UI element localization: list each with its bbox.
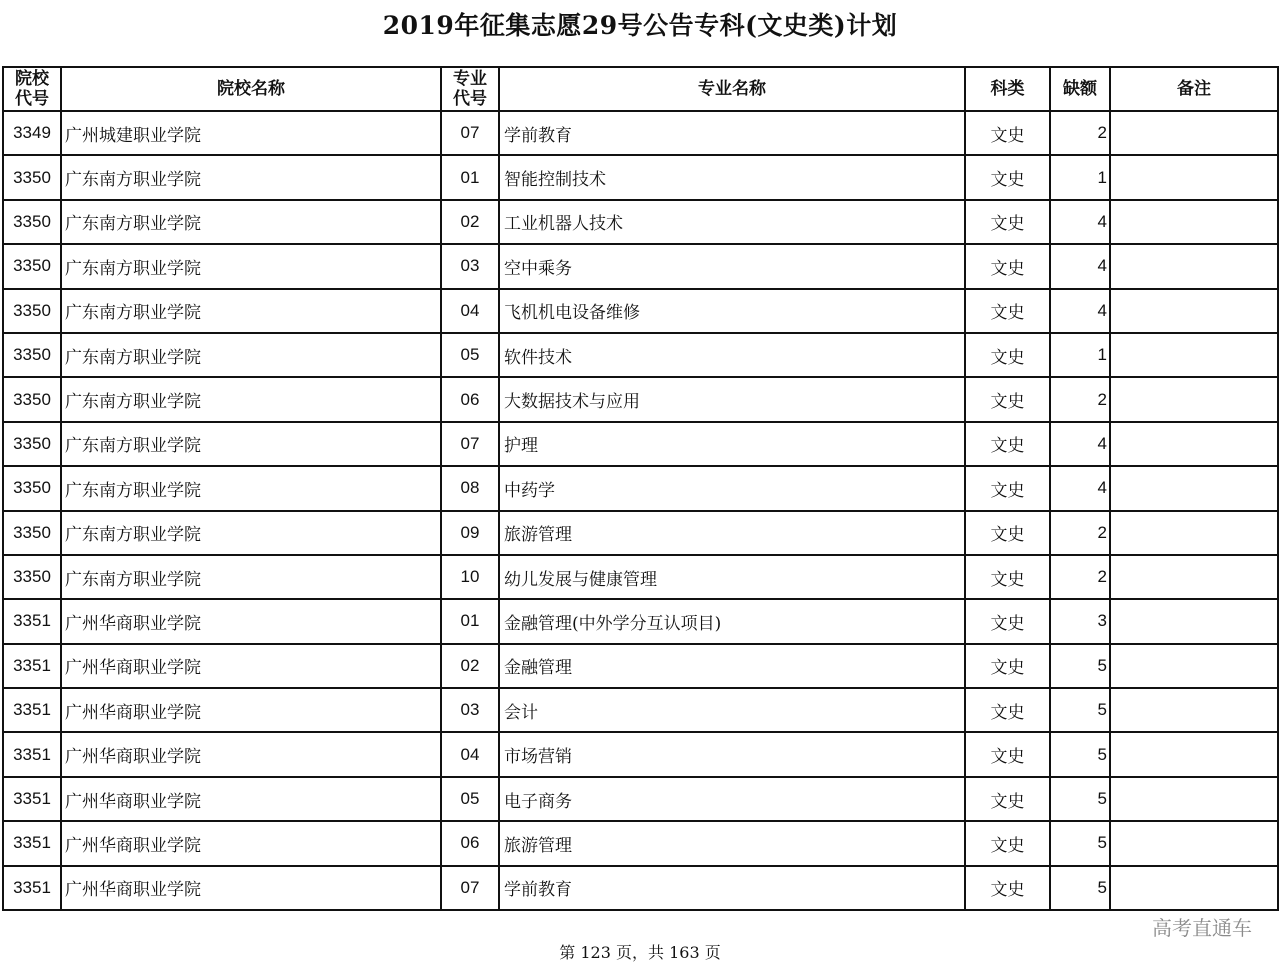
cell-note (1110, 599, 1278, 643)
cell-quota: 2 (1050, 555, 1110, 599)
cell-major-code: 02 (441, 200, 499, 244)
cell-category: 文史 (965, 111, 1050, 155)
cell-category: 文史 (965, 777, 1050, 821)
table-row (3, 111, 1278, 155)
cell-quota: 5 (1050, 777, 1110, 821)
cell-major-name: 大数据技术与应用 (499, 377, 965, 421)
cell-major-code: 06 (441, 377, 499, 421)
cell-quota: 5 (1050, 644, 1110, 688)
cell-school-code: 3350 (3, 244, 61, 288)
cell-major-code: 07 (441, 422, 499, 466)
cell-school-code: 3350 (3, 289, 61, 333)
table-body (3, 111, 1278, 910)
header-row (3, 67, 1278, 111)
cell-school-name: 广州华商职业学院 (61, 688, 441, 732)
cell-category: 文史 (965, 644, 1050, 688)
cell-major-code: 02 (441, 644, 499, 688)
header-major-code-label: 专业代号 (453, 69, 487, 109)
table-row (3, 821, 1278, 865)
cell-category: 文史 (965, 244, 1050, 288)
cell-school-name: 广东南方职业学院 (61, 333, 441, 377)
cell-category: 文史 (965, 377, 1050, 421)
table-row (3, 466, 1278, 510)
cell-major-code: 04 (441, 289, 499, 333)
cell-school-name: 广州华商职业学院 (61, 732, 441, 776)
cell-note (1110, 732, 1278, 776)
cell-note (1110, 777, 1278, 821)
cell-school-code: 3349 (3, 111, 61, 155)
cell-school-code: 3351 (3, 866, 61, 910)
cell-major-name: 空中乘务 (499, 244, 965, 288)
cell-school-name: 广州城建职业学院 (61, 111, 441, 155)
table-row (3, 732, 1278, 776)
cell-major-name: 智能控制技术 (499, 155, 965, 199)
cell-major-name: 工业机器人技术 (499, 200, 965, 244)
watermark-text: 高考直通车 (1152, 916, 1252, 940)
cell-note (1110, 555, 1278, 599)
cell-school-name: 广州华商职业学院 (61, 777, 441, 821)
table-row (3, 599, 1278, 643)
table-row (3, 200, 1278, 244)
cell-category: 文史 (965, 821, 1050, 865)
cell-quota: 5 (1050, 688, 1110, 732)
cell-category: 文史 (965, 289, 1050, 333)
cell-school-code: 3351 (3, 732, 61, 776)
cell-category: 文史 (965, 200, 1050, 244)
cell-major-name: 电子商务 (499, 777, 965, 821)
cell-school-name: 广州华商职业学院 (61, 599, 441, 643)
cell-major-code: 10 (441, 555, 499, 599)
cell-school-name: 广东南方职业学院 (61, 289, 441, 333)
cell-major-name: 软件技术 (499, 333, 965, 377)
cell-school-code: 3350 (3, 422, 61, 466)
cell-major-name: 幼儿发展与健康管理 (499, 555, 965, 599)
cell-major-code: 09 (441, 511, 499, 555)
cell-category: 文史 (965, 599, 1050, 643)
cell-school-name: 广州华商职业学院 (61, 644, 441, 688)
cell-quota: 2 (1050, 377, 1110, 421)
cell-school-code: 3351 (3, 688, 61, 732)
cell-major-name: 学前教育 (499, 866, 965, 910)
cell-school-code: 3350 (3, 333, 61, 377)
cell-major-code: 05 (441, 333, 499, 377)
cell-quota: 5 (1050, 732, 1110, 776)
cell-school-name: 广东南方职业学院 (61, 422, 441, 466)
table-row (3, 289, 1278, 333)
cell-major-name: 市场营销 (499, 732, 965, 776)
cell-note (1110, 821, 1278, 865)
cell-school-code: 3350 (3, 466, 61, 510)
table-row (3, 244, 1278, 288)
table-row (3, 155, 1278, 199)
header-major-code (441, 67, 499, 111)
cell-major-code: 05 (441, 777, 499, 821)
cell-school-name: 广东南方职业学院 (61, 555, 441, 599)
header-school-name: 院校名称 (61, 67, 441, 111)
cell-major-name: 旅游管理 (499, 821, 965, 865)
cell-major-code: 03 (441, 688, 499, 732)
header-quota: 缺额 (1050, 67, 1110, 111)
cell-school-code: 3351 (3, 777, 61, 821)
cell-school-name: 广东南方职业学院 (61, 466, 441, 510)
cell-major-name: 中药学 (499, 466, 965, 510)
cell-quota: 2 (1050, 511, 1110, 555)
cell-major-code: 07 (441, 111, 499, 155)
cell-major-name: 飞机机电设备维修 (499, 289, 965, 333)
cell-category: 文史 (965, 866, 1050, 910)
page-number: 第 123 页，共 163 页 (559, 943, 721, 962)
cell-category: 文史 (965, 333, 1050, 377)
cell-school-name: 广东南方职业学院 (61, 511, 441, 555)
cell-category: 文史 (965, 422, 1050, 466)
cell-school-code: 3350 (3, 155, 61, 199)
cell-school-name: 广东南方职业学院 (61, 155, 441, 199)
cell-major-name: 会计 (499, 688, 965, 732)
cell-note (1110, 466, 1278, 510)
cell-category: 文史 (965, 155, 1050, 199)
table-row (3, 555, 1278, 599)
cell-major-code: 04 (441, 732, 499, 776)
cell-category: 文史 (965, 555, 1050, 599)
cell-school-name: 广州华商职业学院 (61, 866, 441, 910)
cell-major-code: 01 (441, 599, 499, 643)
cell-note (1110, 244, 1278, 288)
cell-note (1110, 866, 1278, 910)
table-row (3, 644, 1278, 688)
cell-major-code: 03 (441, 244, 499, 288)
cell-note (1110, 200, 1278, 244)
cell-category: 文史 (965, 732, 1050, 776)
table-row (3, 777, 1278, 821)
cell-school-code: 3350 (3, 555, 61, 599)
cell-quota: 5 (1050, 866, 1110, 910)
table-row (3, 377, 1278, 421)
cell-quota: 2 (1050, 111, 1110, 155)
cell-school-name: 广东南方职业学院 (61, 377, 441, 421)
cell-note (1110, 333, 1278, 377)
cell-school-code: 3350 (3, 200, 61, 244)
page-title: 2019年征集志愿29号公告专科(文史类)计划 (382, 11, 898, 40)
cell-school-code: 3351 (3, 644, 61, 688)
header-school-code-label: 院校代号 (15, 69, 49, 109)
cell-school-name: 广东南方职业学院 (61, 200, 441, 244)
cell-quota: 1 (1050, 333, 1110, 377)
cell-quota: 4 (1050, 289, 1110, 333)
table-row (3, 422, 1278, 466)
cell-school-code: 3350 (3, 511, 61, 555)
cell-major-code: 06 (441, 821, 499, 865)
cell-quota: 4 (1050, 244, 1110, 288)
cell-major-name: 旅游管理 (499, 511, 965, 555)
cell-quota: 4 (1050, 422, 1110, 466)
cell-school-name: 广东南方职业学院 (61, 244, 441, 288)
cell-major-name: 护理 (499, 422, 965, 466)
table-row (3, 866, 1278, 910)
header-school-code (3, 67, 61, 111)
cell-note (1110, 111, 1278, 155)
header-note: 备注 (1110, 67, 1278, 111)
cell-major-code: 07 (441, 866, 499, 910)
cell-school-code: 3350 (3, 377, 61, 421)
table-row (3, 688, 1278, 732)
cell-major-name: 金融管理 (499, 644, 965, 688)
cell-note (1110, 377, 1278, 421)
cell-note (1110, 422, 1278, 466)
plan-table (2, 66, 1279, 911)
cell-note (1110, 644, 1278, 688)
header-category: 科类 (965, 67, 1050, 111)
cell-school-name: 广州华商职业学院 (61, 821, 441, 865)
cell-note (1110, 155, 1278, 199)
cell-note (1110, 289, 1278, 333)
cell-major-code: 01 (441, 155, 499, 199)
table-header (3, 67, 1278, 111)
cell-major-name: 学前教育 (499, 111, 965, 155)
table-row (3, 511, 1278, 555)
header-major-name: 专业名称 (499, 67, 965, 111)
table-row (3, 333, 1278, 377)
cell-school-code: 3351 (3, 821, 61, 865)
cell-major-code: 08 (441, 466, 499, 510)
cell-category: 文史 (965, 466, 1050, 510)
cell-quota: 3 (1050, 599, 1110, 643)
cell-quota: 1 (1050, 155, 1110, 199)
cell-quota: 5 (1050, 821, 1110, 865)
cell-note (1110, 688, 1278, 732)
cell-quota: 4 (1050, 466, 1110, 510)
cell-category: 文史 (965, 688, 1050, 732)
cell-major-name: 金融管理(中外学分互认项目) (499, 599, 965, 643)
cell-school-code: 3351 (3, 599, 61, 643)
cell-note (1110, 511, 1278, 555)
cell-quota: 4 (1050, 200, 1110, 244)
cell-category: 文史 (965, 511, 1050, 555)
